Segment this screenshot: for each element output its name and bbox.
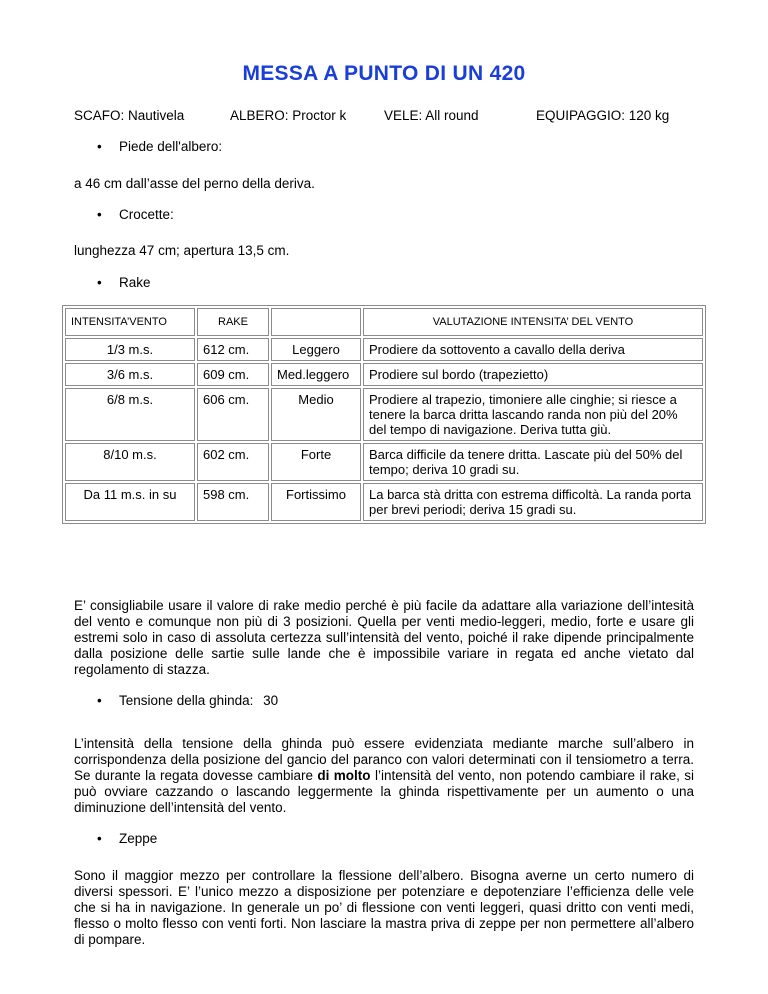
cell-livello: Medio bbox=[271, 388, 361, 441]
table-row bbox=[65, 443, 703, 481]
header-intensita: INTENSITA’VENTO bbox=[65, 308, 195, 336]
cell-rake: 609 cm. bbox=[197, 363, 269, 386]
piede-text: a 46 cm dall’asse del perno della deriva. bbox=[74, 176, 315, 191]
ghinda-line bbox=[119, 693, 278, 708]
cell-rake: 606 cm. bbox=[197, 388, 269, 441]
cell-livello: Med.leggero bbox=[271, 363, 361, 386]
header-valutazione: VALUTAZIONE INTENSITA’ DEL VENTO bbox=[363, 308, 703, 336]
crocette-text: lunghezza 47 cm; apertura 13,5 cm. bbox=[74, 243, 290, 258]
page-title: MESSA A PUNTO DI UN 420 bbox=[242, 62, 526, 85]
cell-rake: 612 cm. bbox=[197, 338, 269, 361]
bullet-dot-icon: • bbox=[97, 207, 102, 222]
crocette-label: Crocette: bbox=[119, 207, 174, 222]
bullet-dot-icon: • bbox=[97, 831, 102, 846]
rake-table bbox=[62, 305, 706, 524]
cell-intensita: Da 11 m.s. in su bbox=[65, 483, 195, 521]
zeppe-label: Zeppe bbox=[119, 831, 158, 846]
rake-label: Rake bbox=[119, 275, 151, 290]
bullet-dot-icon: • bbox=[97, 139, 102, 154]
meta-equipaggio: EQUIPAGGIO: 120 kg bbox=[536, 108, 670, 123]
bullet-dot-icon: • bbox=[97, 693, 102, 708]
cell-intensita: 3/6 m.s. bbox=[65, 363, 195, 386]
cell-intensita: 8/10 m.s. bbox=[65, 443, 195, 481]
meta-vele: VELE: All round bbox=[384, 108, 479, 123]
cell-livello: Fortissimo bbox=[271, 483, 361, 521]
bullet-dot-icon: • bbox=[97, 275, 102, 290]
paragraph-ghinda bbox=[74, 736, 694, 816]
ghinda-text-before: L’intensità della tensione della ghinda può essere evidenziata mediante marche sull’albero in corrispondenza della posizione del gancio del paranco con valori determinati con il tensiometro a terra. Se durante la regata dovesse cambiare bbox=[74, 736, 694, 783]
ghinda-value: 30 bbox=[263, 693, 279, 708]
cell-valutazione: Prodiere al trapezio, timoniere alle cinghie; si riesce a tenere la barca dritta lascando randa non più del 20% del tempo di navigazione. Deriva tutta giù. bbox=[363, 388, 703, 441]
cell-valutazione: Barca difficile da tenere dritta. Lascate più del 50% del tempo; deriva 10 gradi su. bbox=[363, 443, 703, 481]
ghinda-text-after: l’intensità del vento, non potendo cambiare il rake, si può ovviare cazzando o lascando leggermente la ghinda rispettivamente per un aumento o una diminuzione dell’intensità del vento. bbox=[74, 768, 694, 815]
cell-rake: 602 cm. bbox=[197, 443, 269, 481]
meta-scafo: SCAFO: Nautivela bbox=[74, 108, 185, 123]
cell-valutazione: Prodiere sul bordo (trapezietto) bbox=[363, 363, 703, 386]
cell-livello: Forte bbox=[271, 443, 361, 481]
header-rake: RAKE bbox=[197, 308, 269, 336]
ghinda-text-bold: di molto bbox=[317, 768, 371, 783]
paragraph-rake-consiglio: E’ consigliabile usare il valore di rake medio perché è più facile da adattare alla variazione dell’intesità del vento e comunque non più di 3 posizioni. Quella per venti medio-leggeri, medio, forte e usare gli estremi solo in caso di assoluta certezza sull’intensità del vento, poiché il rake dipende principalmente dalla posizione delle sartie sulle lande che è impossibile variare in regata ed anche vietato dal regolamento di stazza. bbox=[74, 598, 694, 677]
piede-label: Piede dell'albero: bbox=[119, 139, 223, 154]
table-row bbox=[65, 388, 703, 441]
ghinda-label: Tensione della ghinda: bbox=[119, 693, 254, 708]
meta-albero: ALBERO: Proctor k bbox=[230, 108, 347, 123]
header-empty bbox=[271, 308, 361, 336]
table-row bbox=[65, 338, 703, 361]
paragraph-zeppe: Sono il maggior mezzo per controllare la flessione dell’albero. Bisogna averne un certo numero di diversi spessori. E’ l’unico mezzo a disposizione per potenziare e depotenziare l’efficienza delle vele che si ha in navigazione. In generale un po’ di flessione con venti leggeri, quasi dritto con venti medi, flesso o molto flesso con venti forti. Non lasciare la mastra priva di zeppe per non permettere all’albero di pompare. bbox=[74, 868, 694, 947]
cell-intensita: 1/3 m.s. bbox=[65, 338, 195, 361]
cell-livello: Leggero bbox=[271, 338, 361, 361]
table-row bbox=[65, 363, 703, 386]
table-row bbox=[65, 483, 703, 521]
cell-valutazione: Prodiere da sottovento a cavallo della deriva bbox=[363, 338, 703, 361]
table-header-row bbox=[65, 308, 703, 336]
cell-rake: 598 cm. bbox=[197, 483, 269, 521]
cell-intensita: 6/8 m.s. bbox=[65, 388, 195, 441]
cell-valutazione: La barca stà dritta con estrema difficoltà. La randa porta per brevi periodi; deriva 15 gradi su. bbox=[363, 483, 703, 521]
